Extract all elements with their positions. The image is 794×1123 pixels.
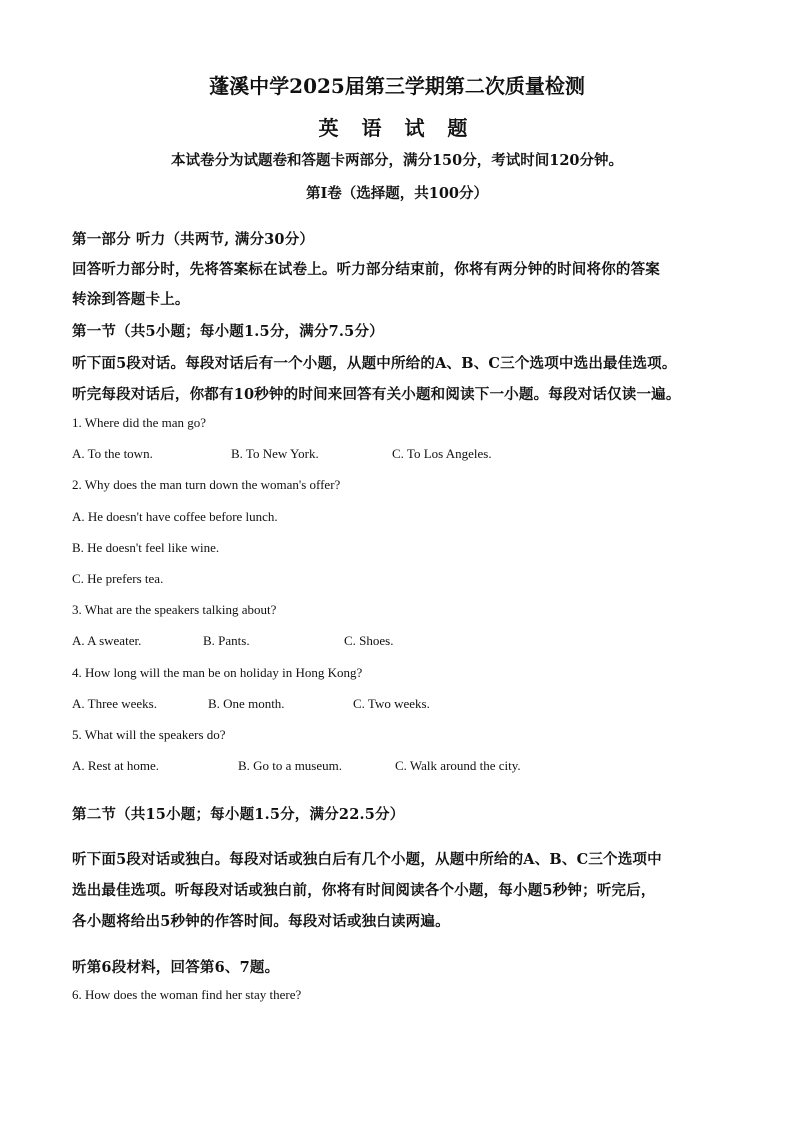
question-stem: 5. What will the speakers do? xyxy=(72,727,226,742)
option-c: C. Two weeks. xyxy=(353,696,430,711)
option-b: B. One month. xyxy=(208,696,285,711)
option-a: A. Rest at home. xyxy=(72,758,160,773)
option-a: A. A sweater. xyxy=(72,633,142,648)
section2-instruction-line1: 听下面5段对话或独白。每段对话或独白后有几个小题，从题中所给的A、B、C三个选项中 xyxy=(72,851,662,868)
part1-heading: 第一部分 听力（共两节, 满分30分） xyxy=(72,231,315,248)
option-c: C. Walk around the city. xyxy=(395,758,521,773)
question-stem: 4. How long will the man be on holiday in Hong Kong? xyxy=(72,665,363,680)
exam-info: 本试卷分为试题卷和答题卡两部分，满分150分，考试时间120分钟。 xyxy=(170,152,624,169)
question-stem: 6. How does the woman find her stay there? xyxy=(72,987,302,1002)
option-b: B. Go to a museum. xyxy=(238,758,342,773)
material-heading: 听第6段材料，回答第6、7题。 xyxy=(72,959,280,976)
option-b: B. Pants. xyxy=(203,633,250,648)
option-c: C. Shoes. xyxy=(344,633,394,648)
option-a: A. Three weeks. xyxy=(72,696,157,711)
option-a: A. To the town. xyxy=(72,446,153,461)
option-a: A. He doesn't have coffee before lunch. xyxy=(72,509,278,524)
question-stem: 1. Where did the man go? xyxy=(72,415,207,430)
option-c: C. He prefers tea. xyxy=(72,571,164,586)
option-b: B. To New York. xyxy=(231,446,319,461)
part1-instruction-line2: 转涂到答题卡上。 xyxy=(72,291,190,308)
section2-instruction-line2: 选出最佳选项。听每段对话或独白前，你将有时间阅读各个小题，每小题5秒钟；听完后， xyxy=(72,882,656,899)
part1-instruction-line1: 回答听力部分时，先将答案标在试卷上。听力部分结束前，你将有两分钟的时间将你的答案 xyxy=(72,261,660,278)
section1-instruction-line2: 听完每段对话后，你都有10秒钟的时间来回答有关小题和阅读下一小题。每段对话仅读一遍。 xyxy=(72,386,681,403)
subject-title: 英 语 试 题 xyxy=(318,116,476,140)
volume-heading: 第Ⅰ卷（选择题，共100分） xyxy=(305,185,489,202)
question-stem: 2. Why does the man turn down the woman's offer? xyxy=(72,477,341,492)
section1-instruction-line1: 听下面5段对话。每段对话后有一个小题，从题中所给的A、B、C三个选项中选出最佳选项。 xyxy=(72,355,677,372)
exam-title: 蓬溪中学2025届第三学期第二次质量检测 xyxy=(209,74,585,98)
section1-heading: 第一节（共5小题；每小题1.5分，满分7.5分） xyxy=(72,323,384,340)
option-c: C. To Los Angeles. xyxy=(392,446,492,461)
section2-heading: 第二节（共15小题；每小题1.5分，满分22.5分） xyxy=(72,806,405,823)
option-b: B. He doesn't feel like wine. xyxy=(72,540,220,555)
question-stem: 3. What are the speakers talking about? xyxy=(72,602,277,617)
section2-instruction-line3: 各小题将给出5秒钟的作答时间。每段对话或独白读两遍。 xyxy=(72,913,450,930)
